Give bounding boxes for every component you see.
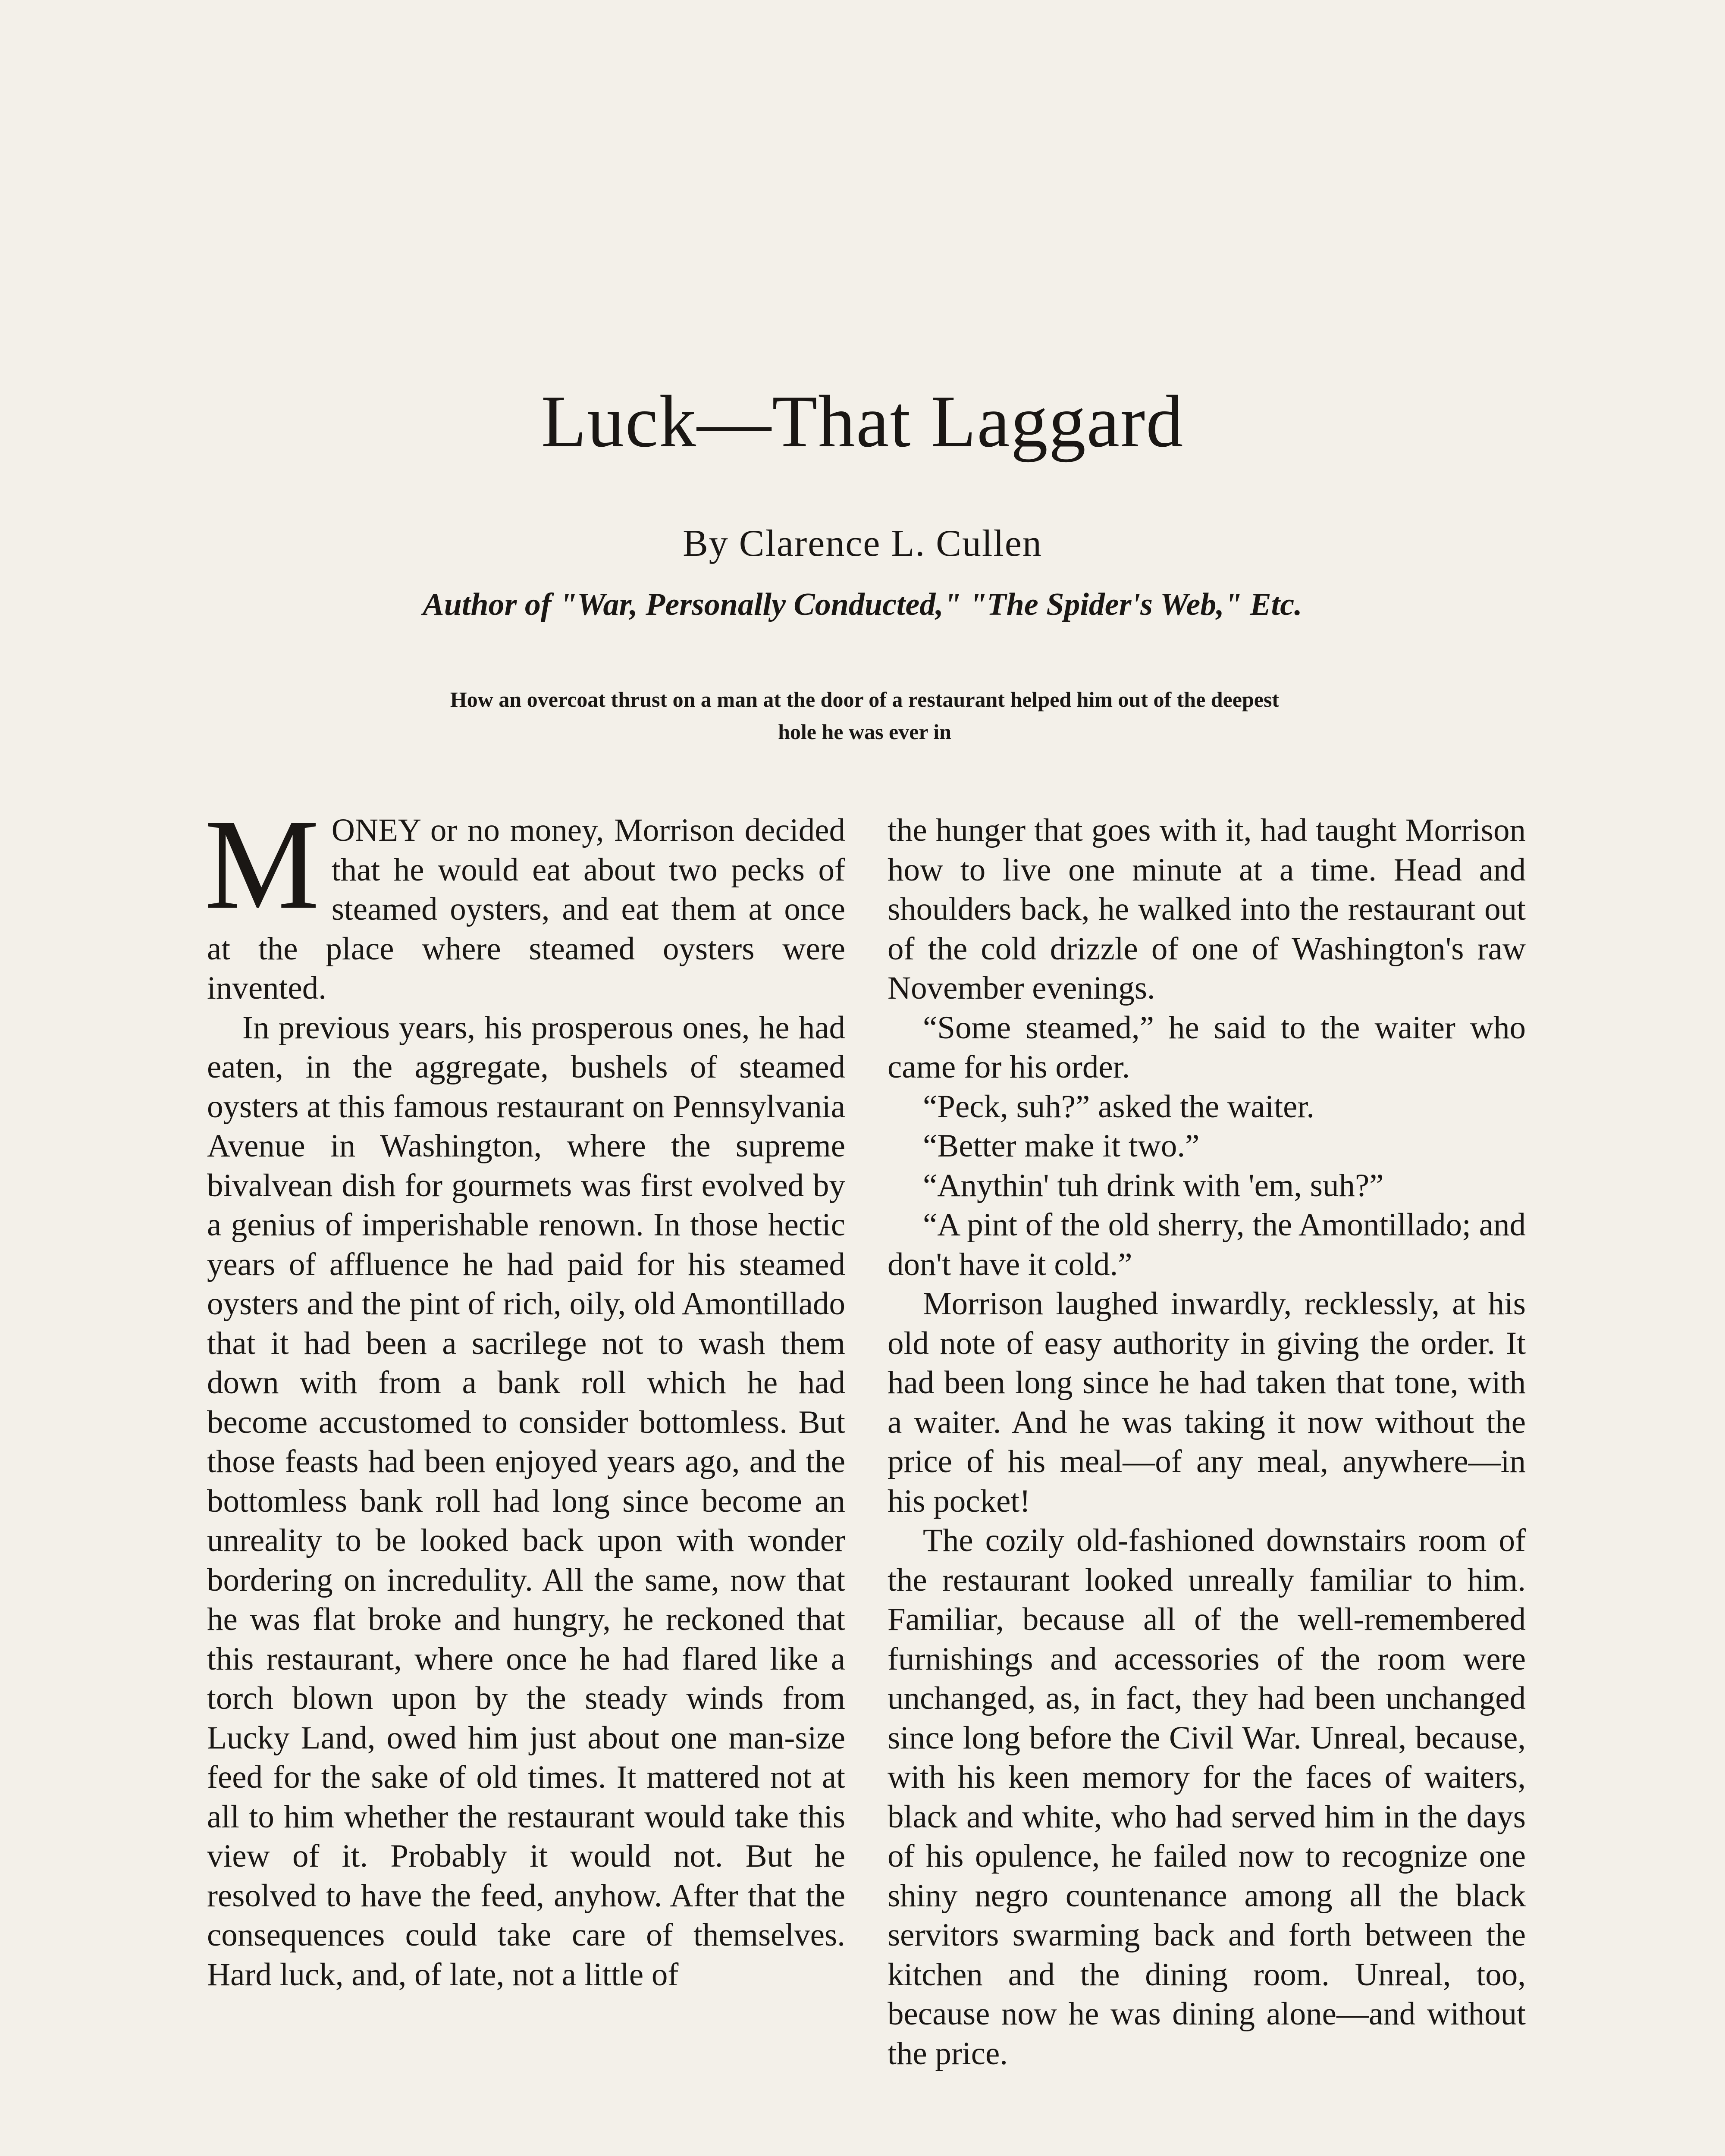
paragraph: “Peck, suh?” asked the waiter. xyxy=(923,1088,1314,1125)
paragraph: “Anythin' tuh drink with 'em, suh?” xyxy=(923,1167,1384,1203)
paragraph: “Better make it two.” xyxy=(923,1128,1200,1164)
paragraph-text: ONEY or no money, Morrison decided that he would eat about two pecks of steamed oysters, and eat them at once at the place where steamed oysters were invented. xyxy=(207,812,845,1006)
article-deck: How an overcoat thrust on a man at the door of a restaurant helped him out of the deepest hole he was ever in xyxy=(450,687,1280,744)
left-column xyxy=(204,793,845,1994)
drop-cap: M xyxy=(204,793,320,936)
paragraph: The cozily old-fashioned downstairs room of the restaurant looked unreally familiar to him. Familiar, because all of the well-remembered furnishings and accessories of the room were unchanged, as, in fact, they had been unchanged since long before the Civil War. Unreal, because, with his keen memory for the faces of waiters, black and white, who had served him in the days of his opulence, he failed now to recognize one shiny negro countenance among all the black servitors swarming back and forth between the kitchen and the dining room. Unreal, too, because now he was dining alone—and without the price. xyxy=(888,1523,1526,2071)
byline: By Clarence L. Cullen xyxy=(683,523,1042,564)
paragraph: “A pint of the old sherry, the Amontillado; and don't have it cold.” xyxy=(888,1207,1526,1282)
author-credits: Author of "War, Personally Conducted," "The Spider's Web," Etc. xyxy=(423,587,1302,622)
paragraph: “Some steamed,” he said to the waiter who came for his order. xyxy=(888,1009,1526,1085)
article-title: Luck—That Laggard xyxy=(541,381,1184,463)
paragraph: In previous years, his prosperous ones, he had eaten, in the aggregate, bushels of steamed oysters at this famous restaurant on Pennsylvania Avenue in Washington, where the supreme bivalvean dish for gourmets was first evolved by a genius of imperishable renown. In those hectic years of affluence he had paid for his steamed oysters and the pint of rich, oily, old Amontillado that it had been a sacrilege not to wash them down with from a bank roll which he had become accustomed to consider bottomless. But those feasts had been enjoyed years ago, and the bottomless bank roll had long since become an unreality to be looked back upon with wonder bordering on incredulity. All the same, now that he was flat broke and hungry, he reckoned that this restaurant, where once he had flared like a torch blown upon by the steady winds from Lucky Land, owed him just about one man-size feed for the sake of old times. It mattered not at all to him whether the restaurant would take this view of it. Probably it would not. But he resolved to have the feed, anyhow. After that the consequences could take care of themselves. Hard luck, and, of late, not a little of xyxy=(207,1009,845,1993)
right-column xyxy=(888,811,1526,2073)
paragraph xyxy=(204,793,845,1008)
paragraph: the hunger that goes with it, had taught Morrison how to live one minute at a time. Head and shoulders back, he walked into the restaurant out of the cold drizzle of one of Washington's raw November evenings. xyxy=(888,812,1526,1006)
paragraph: Morrison laughed inwardly, recklessly, at his old note of easy authority in giving the order. It had been long since he had taken that tone, with a waiter. And he was taking it now without the price of his meal—of any meal, anywhere—in his pocket! xyxy=(888,1286,1526,1519)
